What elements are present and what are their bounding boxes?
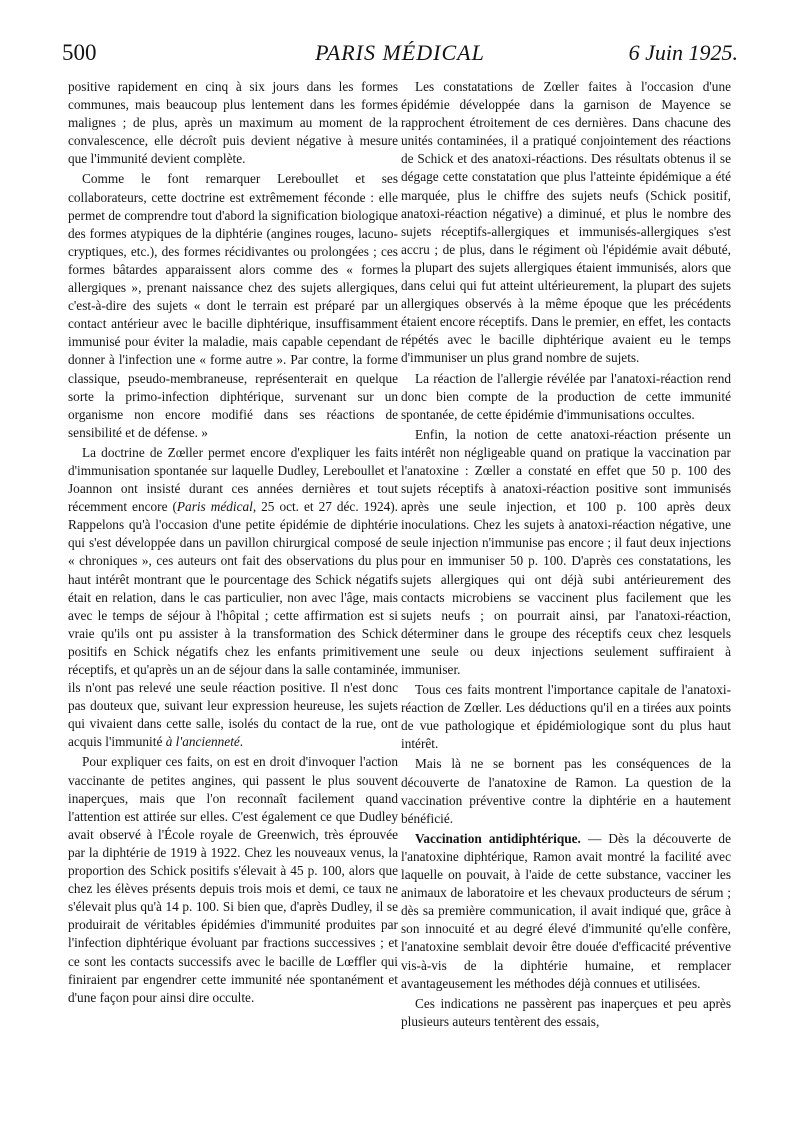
page-number: 500	[62, 40, 97, 65]
paragraph-text: La doctrine de Zœller permet encore d'expliquer les faits d'immunisation spontanée sur laquelle Dudley, Lereboullet et Joannon ont insisté durant ces années dernières et tout récemment encore (	[68, 444, 398, 515]
left-column	[68, 78, 398, 1128]
paragraph: positive rapidement en cinq à six jours dans les formes communes, mais beaucoup plus lentement dans les formes malignes ; de plus, après un maximum au moment de la convalescence, elle décroît puis devient négative à mesure que l'immunité devient complète.	[68, 79, 398, 167]
right-column	[401, 78, 731, 1128]
section-heading: Vaccination antidiphtérique.	[415, 830, 581, 846]
journal-reference: Paris médical	[176, 499, 253, 515]
paragraph: Ces indications ne passèrent pas inaperçues et peu après plusieurs auteurs tentèrent des essais,	[401, 995, 731, 1029]
emphasis-text: à l'ancienneté	[165, 734, 240, 750]
paragraph: Enfin, la notion de cette anatoxi-réaction présente un intérêt non négligeable quand on pratique la vaccination par l'anatoxine : Zœller a constaté en effet que 50 p. 100 des sujets réceptifs à anatoxi-réaction positive sont immunisés après une seule injection, et 100 p. 100 après deux inoculations. Chez les sujets à anatoxi-réaction négative, une seule injection n'immunise pas encore ; il faut deux injections pour en immuniser 50 p. 100. D'après ces constatations, les sujets allergiques qui ont déjà subi antérieurement des contacts microbiens se vaccinent plus facilement que les sujets neufs ; on pourrait ainsi, par l'anatoxi-réaction, déterminer dans le groupe des réceptifs ceux chez lesquels une seule ou deux injections seulement suffiraient à immuniser.	[401, 426, 731, 677]
page-header	[62, 40, 738, 70]
paragraph	[68, 444, 398, 752]
paragraph: Pour expliquer ces faits, on est en droit d'invoquer l'action vaccinante de petites angines, qui passent le plus souvent inaperçues, mais que l'on reconnaît facilement quand l'attention est attirée sur elles. C'est également ce que Dudley avait observé à l'École royale de Greenwich, très éprouvée par la diphtérie de 1919 à 1922. Chez les nouveaux venus, la proportion des Schick positifs s'élevait à 45 p. 100, alors que chez les élèves présents depuis trois mois et demi, ce taux ne s'élevait plus qu'à 14 p. 100. Si bien que, d'après Dudley, il se produirait de véritables épidémies d'immunité produites par l'infection diphtérique évoluant par fractions successives ; et ce sont les contacts successifs avec le bacille de Lœffler qui finiraient par engendrer cette immunité née spontanément et d'une façon pour ainsi dire occulte.	[68, 754, 398, 1005]
paragraph: La réaction de l'allergie révélée par l'anatoxi-réaction rend donc bien compte de la production de cette immunité spontanée, de cette épidémie d'immunisations occultes.	[401, 370, 731, 422]
paragraph: Mais là ne se bornent pas les conséquences de la découverte de l'anatoxine de Ramon. La question de la vaccination préventive contre la diphtérie en a hautement bénéficié.	[401, 756, 731, 826]
paragraph	[401, 830, 731, 993]
issue-date: 6 Juin 1925.	[628, 40, 738, 65]
paragraph: Comme le font remarquer Lereboullet et ses collaborateurs, cette doctrine est extrêmement féconde : elle permet de comprendre tout d'abord la signification biologique des formes atypiques de la diphtérie (angines rouges, lacuno-cryptiques, etc.), des formes récidivantes ou prolongées ; ces formes bâtardes apparaissent alors comme des « formes allergiques », prenant naissance chez des sujets allergiques, c'est-à-dire des sujets « dont le terrain est préparé par un contact antérieur avec le bacille diphtérique, insuffisamment immunisé pour éviter la maladie, mais capable cependant de donner à l'infection une « forme autre ». Par contre, la forme classique, pseudo-membraneuse, représenterait en quelque sorte la primo-infection diphtérique, survenant sur un organisme non encore modifié dans ses réactions de sensibilité et de défense. »	[68, 171, 398, 440]
paragraph: Tous ces faits montrent l'importance capitale de l'anatoxi-réaction de Zœller. Les déductions qu'il en a tirées aux points de vue pathologique et épidémiologique sont du plus haut intérêt.	[401, 682, 731, 752]
paragraph-text: .	[239, 734, 244, 750]
journal-title: PARIS MÉDICAL	[315, 40, 485, 65]
paragraph-text: , 25 oct. et 27 déc. 1924). Rappelons qu'à l'occasion d'une petite épidémie de diphtérie qui s'est développée dans un pavillon chirurgical composé de « chroniques », ces auteurs ont fait des observations du plus haut intérêt montrant que le pourcentage des Schick négatifs était en relation, dans le cas particulier, non avec l'âge, mais avec le temps de séjour à l'hôpital ; cette affirmation est si vraie qu'ils ont pu assister à la transformation des Schick positifs en Schick négatifs chez les enfants primitivement réceptifs, et qu'après un an de séjour dans la salle contaminée, ils n'ont pas relevé une seule réaction positive. Il n'est donc pas douteux que, suivant leur expression heureuse, les sujets qui vivaient dans cette salle, isolés du contact de la rue, ont acquis l'immunité	[68, 499, 398, 750]
paragraph-text: — Dès la découverte de l'anatoxine diphtérique, Ramon avait montré la facilité avec laquelle on pouvait, à l'aide de cette substance, vacciner les animaux de laboratoire et les chevaux producteurs de sérum ; dès sa première communication, il avait indiqué que, grâce à son innocuité et au degré élevé d'immunité qu'elle confère, l'anatoxine semblait devoir être douée d'efficacité préventive vis-à-vis de la diphtérie humaine, et remplacer avantageusement les méthodes déjà connues et utilisées.	[401, 830, 731, 991]
paragraph: Les constatations de Zœller faites à l'occasion d'une épidémie développée dans la garnison de Mayence se rapprochent étroitement de ces dernières. Dans chacune des unités contaminées, il a pratiqué conjointement des réactions de Schick et des anatoxi-réactions. Des résultats obtenus il se dégage cette constatation que plus l'atteinte épidémique a été marquée, plus le chiffre des sujets neufs (Schick positif, anatoxi-réaction négative) a diminué, et plus le nombre des sujets réceptifs-allergiques et immunisés-allergiques s'est accru ; de plus, dans le régiment où l'épidémie avait débuté, la plupart des sujets allergiques étaient immunisés, alors que dans celui qui fut atteint ultérieurement, la plupart des sujets allergiques observés à la même époque que les précédents étaient encore réceptifs. Dans le premier, en effet, les contacts répétés avec le bacille diphtérique avaient eu le temps d'immuniser un plus grand nombre de sujets.	[401, 79, 731, 366]
